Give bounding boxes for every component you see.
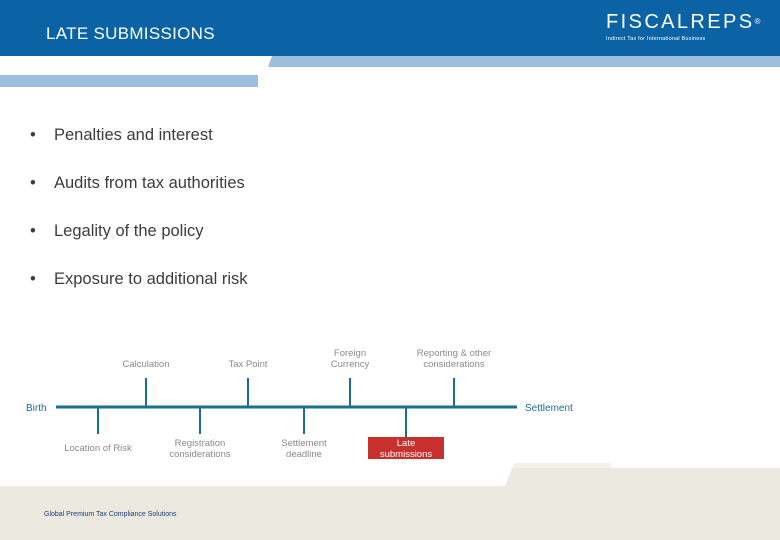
bullet-item: • Legality of the policy: [30, 222, 204, 240]
timeline-label-below: Settlement: [281, 438, 327, 449]
timeline-label-highlight: submissions: [379, 449, 433, 460]
slide-title: LATE SUBMISSIONS: [46, 24, 215, 43]
timeline-label-highlight: Late: [396, 438, 416, 449]
timeline-label-below: deadline: [286, 449, 322, 460]
registered-mark: ®: [754, 17, 761, 26]
logo-tagline: Indirect Tax for International Business: [606, 36, 706, 42]
bullet-item: • Penalties and interest: [30, 126, 213, 144]
timeline-label-above: considerations: [423, 359, 485, 370]
logo-name: FISCALREPS: [606, 11, 755, 33]
timeline-label-below: Location of Risk: [64, 443, 132, 454]
bullet-item: • Audits from tax authorities: [30, 174, 245, 192]
header-stripe: [0, 55, 780, 95]
timeline-label-above: Currency: [330, 359, 370, 370]
timeline-label-below: considerations: [169, 449, 231, 460]
fiscalreps-logo: [606, 12, 760, 42]
footer-tagline: Global Premium Tax Compliance Solutions: [44, 511, 177, 518]
timeline-label-above: Calculation: [122, 359, 170, 370]
timeline-label-above: Foreign: [333, 348, 367, 359]
timeline-end-label: Settlement: [525, 403, 573, 414]
footer-band: [0, 460, 780, 540]
timeline-label-below: Registration: [174, 438, 226, 449]
timeline-label-above: Tax Point: [228, 359, 268, 370]
timeline-label-above: Reporting & other: [416, 348, 492, 359]
bullet-item: • Exposure to additional risk: [30, 270, 248, 288]
timeline-start-label: Birth: [26, 403, 47, 414]
timeline-diagram: [0, 340, 620, 470]
bullet-list: [30, 124, 248, 316]
